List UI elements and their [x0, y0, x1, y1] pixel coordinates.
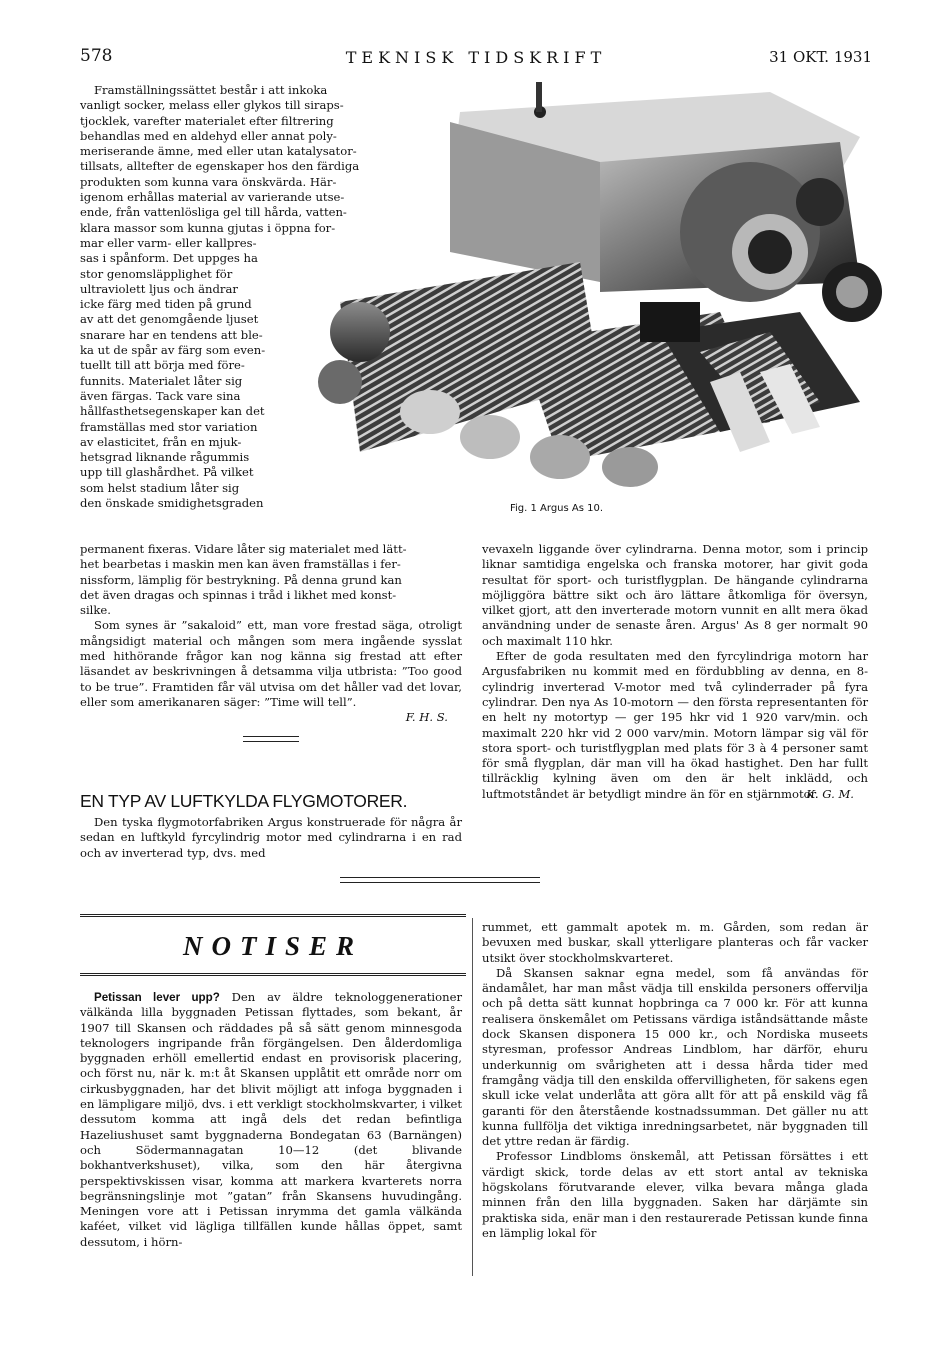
page-header — [80, 46, 872, 74]
article1-line: av elasticitet, från en mjuk- — [80, 434, 242, 449]
article1-line: funnits. Materialet låter sig — [80, 373, 243, 388]
notiser-paragraph: Professor Lindbloms önskemål, att Petissan försättes i ett värdigt skick, torde delas av ett stort antal av tekniska högskolans förutvarande elever, vilka bevara många glada minnen från den lilla byggnaden. Saken har därjämte sin praktiska sida, enär man i den restaurerade Petissan kunde finna en lämplig lokal för — [482, 1149, 868, 1240]
article1-line: upp till glashårdhet. På vilket — [80, 465, 254, 480]
article-end-rule — [340, 877, 540, 883]
article2-column1 — [80, 815, 462, 861]
article1-line: tuellt till att börja med före- — [80, 358, 245, 373]
article1-line: meriserande ämne, med eller utan katalysator- — [80, 144, 357, 159]
article1-line: den önskade smidighetsgraden — [80, 496, 264, 511]
article1-line: Framställningssättet består i att inkoka — [94, 83, 328, 97]
column-divider — [472, 918, 473, 1276]
figure-caption: Fig. 1 Argus As 10. — [510, 503, 604, 514]
article1-line: ende, från vattenlösliga gel till hårda, vatten- — [80, 205, 347, 220]
article1-line: vanligt socker, melass eller glykos till siraps- — [80, 98, 344, 113]
article2-column2 — [482, 542, 868, 802]
article1-line: klara massor som kunna gjutas i öppna for- — [80, 220, 336, 235]
article1-line: ka ut de spår av färg som even- — [80, 343, 266, 358]
notiser-run-in-heading: Petissan lever upp? — [94, 991, 220, 1004]
article1-line: tjocklek, varefter materialet efter filtrering — [80, 113, 334, 128]
journal-title: TEKNISK TIDSKRIFT — [345, 48, 607, 67]
article2-col1-text: Den tyska flygmotorfabriken Argus konstruerade för några år sedan en luftkyld fyrcylindrig motor med cylindrarna i en rad och av inverterad typ, dvs. med — [80, 815, 462, 860]
article1-paragraph2: Som synes är ”sakaloid” ett, man vore frestad säga, otroligt mångsidigt material och mången som mera ingående sysslat med hithörande frågor kan nog känna sig frestad att efter läsandet av beskrivningen å detsamma vilja utbrista: ”Too good to be true”. Framtiden får väl utvisa om det håller vad det lovar, eller som amerikanaren säger: ”Time will tell”. — [80, 618, 462, 709]
article1-line: sas i spånform. Det uppges ha — [80, 251, 258, 266]
article1-line: het bearbetas i maskin men kan även framställas i fer- — [80, 557, 401, 572]
notiser-title: NOTISER — [182, 931, 364, 961]
article1-line: nissform, lämplig för bestrykning. På denna grund kan — [80, 572, 402, 587]
issue-date: 31 OKT. 1931 — [769, 48, 872, 66]
article1-line: ultraviolett ljus och ändrar — [80, 281, 238, 296]
article2-paragraph: Efter de goda resultaten med den fyrcylindriga motorn har Argusfabriken nu kommit med en fördubbling av denna, en 8-cylindrig inverterad V-motor med två cylinderrader på fyra cylindrar. Den nya As 10-motorn — den första representanten för en helt ny motortyp — ger 195 hkr vid 1 920 varv/min. och maximalt 220 hkr vid 2 000 varv/min. Motorn lämpar sig väl för stora sport- och turistflygplan med plats för 3 à 4 personer samt för små flygplan, där man vill ha ökad hastighet. Den har fullt tillräcklig kylning även om den är helt inklädd, och luftmotståndet är betydligt mindre än för en stjärnmotor. — [482, 649, 868, 801]
article1-line: silke. — [80, 603, 111, 618]
article1-line: permanent fixeras. Vidare låter sig materialet med lätt- — [80, 542, 407, 556]
article1-line: hållfasthetsegenskaper kan det — [80, 404, 265, 419]
notiser-banner — [80, 914, 466, 976]
notiser-paragraph — [80, 990, 462, 1250]
section-rule — [243, 736, 299, 742]
article2-headline: EN TYP AV LUFTKYLDA FLYGMOTORER. — [80, 791, 408, 811]
article1-line: produkten som kunna vara önskvärda. Här- — [80, 174, 337, 189]
article1-line: även färgas. Tack vare sina — [80, 388, 241, 403]
article1-line: icke färg med tiden på grund — [80, 297, 252, 312]
article1-bottom-text — [80, 542, 462, 742]
article1-line: behandlas med en aldehyd eller annat poly- — [80, 128, 337, 143]
notiser-column1 — [80, 990, 462, 1250]
engine-photo — [300, 82, 892, 502]
article1-line: stor genomsläpplighet för — [80, 266, 233, 281]
article1-line: hetsgrad liknande rågummis — [80, 450, 250, 465]
article1-line: mar eller varm- eller kallpres- — [80, 236, 257, 250]
article2-signature: K. G. M. — [806, 787, 854, 802]
article1-line: igenom erhållas material av varierande utse- — [80, 190, 345, 205]
article1-line: det även dragas och spinnas i tråd i likhet med konst- — [80, 587, 397, 602]
notiser-paragraph: Då Skansen saknar egna medel, som få användas för ändamålet, har man måst vädja till enskilda personers offervilja och på detta sätt kunnat hopbringa ca 7 000 kr. För att kunna realisera önskemålet om Petissans värdiga iståndsättande måste dock Skansen disponera 15 000 kr., och Nordiska museets styresman, professor Andreas Lindblom, har därför, ehuru underkunnig om svårigheten att i dessa hårda tider med framgång vädja till den enskilda offervilligheten, för sakens egen skull icke velat underlåta att göra allt för att på enskild väg få garanti för den återstående kostnadssumman. Det gäller nu att kunna fullfölja det viktiga inredningsarbetet, när byggnaden till det yttre redan är färdig. — [482, 965, 868, 1149]
notiser-column2 — [482, 920, 868, 1241]
article1-line: snarare har en tendens att ble- — [80, 327, 263, 342]
article2-paragraph: vevaxeln liggande över cylindrarna. Denna motor, som i princip liknar samtidiga engelska och franska motorer, har givit goda resultat för sport- och turistflygplan. De hängande cylindrarna möjliggöra bättre sikt och äro lättare åtkomliga för översyn, vilket gjort, att den inverterade motorn vunnit en allt mera ökad användning under de senaste åren. Argus' As 8 ger normalt 90 och maximalt 110 hkr. — [482, 542, 868, 648]
article1-signature: F. H. S. — [405, 710, 448, 725]
article1-line: tillsats, alltefter de egenskaper hos den färdiga — [80, 159, 360, 174]
notiser-paragraph: rummet, ett gammalt apotek m. m. Gården, som redan är bevuxen med buskar, skall ytterligare planteras och får vacker utsikt över stockholmskvarteret. — [482, 920, 868, 965]
article1-line: framställas med stor variation — [80, 419, 258, 434]
article1-line: som helst stadium låter sig — [80, 480, 240, 495]
notiser-col1-text: Den av äldre teknologgenerationer välkända lilla byggnaden Petissan flyttades, som bekant, år 1907 till Skansen och räddades på så sätt genom minnesgoda teknologers ingripande från förgängelsen. Den ålderdomliga byggnaden erhöll emellertid endast en provisorisk placering, och först nu, när k. m:t åt Skansen upplåtit ett område norr om cirkusbyggnaden, har det blivit möjligt att infoga byggnaden i en lämpligare miljö, dvs. i ett verkligt stockholmskvarter, i vilket dessutom komma att ingå dels det redan befintliga Hazeliushuset samt byggnaderna Bondegatan 63 (Barnängen) och Södermannagatan 10—12 (det blivande bokhantverkshuset), vilka, som den här återgivna perspektivskissen visar, komma att markera kvarterets norra begränsningslinje mot ”gatan” från Skansens huvudingång. Meningen vore att i Petissan inrymma det gamla välkända kaféet, vilket vid lägliga tillfällen kunde hållas öppet, samt dessutom, i hörn- — [80, 990, 462, 1249]
article1-line: av att det genomgående ljuset — [80, 312, 259, 327]
article1-narrow-text — [80, 236, 294, 511]
page-number: 578 — [80, 46, 113, 66]
